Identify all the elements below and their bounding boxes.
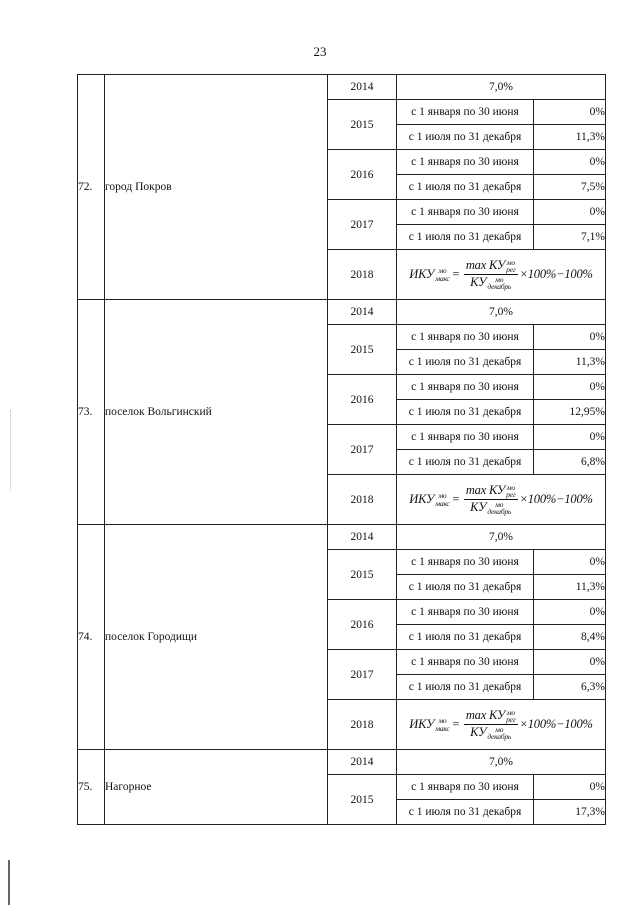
formula-numerator (464, 259, 518, 275)
formula-num-scripts (506, 259, 515, 273)
rate-full-year: 7,0% (397, 75, 606, 100)
rate-cell: 0% (534, 650, 606, 675)
period-cell: с 1 января по 30 июня (397, 550, 534, 575)
formula-num-scripts (506, 709, 515, 723)
formula-den-sup: мо (495, 275, 504, 284)
formula-fraction (464, 259, 518, 291)
period-cell: с 1 июля по 31 декабря (397, 675, 534, 700)
period-cell: с 1 января по 30 июня (397, 650, 534, 675)
formula-num-sup: мо (506, 257, 515, 267)
year-cell: 2014 (328, 75, 397, 100)
rate-cell: 0% (534, 200, 606, 225)
rate-cell: 0% (534, 150, 606, 175)
year-cell: 2017 (328, 650, 397, 700)
entry-number: 72. (78, 75, 105, 300)
formula-fraction (464, 709, 518, 741)
formula-num-text: max КУ (465, 482, 506, 497)
rate-cell: 12,95% (534, 400, 606, 425)
table-row (78, 750, 606, 775)
period-cell: с 1 июля по 31 декабря (397, 225, 534, 250)
formula-lhs-sub: макс (435, 723, 450, 733)
formula-numerator (464, 709, 518, 725)
year-cell: 2016 (328, 600, 397, 650)
rate-cell: 11,3% (534, 575, 606, 600)
year-cell: 2017 (328, 425, 397, 475)
formula-numerator (464, 484, 518, 500)
formula-num-sup: мо (506, 482, 515, 492)
formula-den-sub: декабрь (487, 282, 512, 292)
municipality-name: поселок Вольгинский (105, 300, 328, 525)
period-cell: с 1 июля по 31 декабря (397, 625, 534, 650)
year-cell: 2014 (328, 525, 397, 550)
rate-cell: 0% (534, 325, 606, 350)
year-cell: 2015 (328, 775, 397, 825)
formula-den-sub: декабрь (487, 732, 512, 742)
page-number: 23 (313, 44, 327, 59)
rate-cell: 11,3% (534, 125, 606, 150)
year-cell: 2014 (328, 300, 397, 325)
year-cell: 2018 (328, 475, 397, 525)
formula-cell (397, 250, 606, 300)
formula-den-scripts (487, 726, 511, 740)
year-cell: 2016 (328, 375, 397, 425)
table-row (78, 75, 606, 100)
rate-full-year: 7,0% (397, 300, 606, 325)
rate-full-year: 7,0% (397, 525, 606, 550)
formula-eq: = (451, 717, 460, 731)
formula-lhs-scripts (435, 492, 449, 506)
year-cell: 2018 (328, 250, 397, 300)
entry-number: 74. (78, 525, 105, 750)
formula (409, 709, 592, 741)
rate-cell: 0% (534, 425, 606, 450)
formula-den-text: КУ (470, 275, 487, 289)
period-cell: с 1 января по 30 июня (397, 200, 534, 225)
scan-artifact (10, 410, 12, 490)
formula-lhs-sub: макс (435, 273, 450, 283)
year-cell: 2017 (328, 200, 397, 250)
period-cell: с 1 января по 30 июня (397, 775, 534, 800)
period-cell: с 1 января по 30 июня (397, 325, 534, 350)
rate-cell: 0% (534, 775, 606, 800)
tariff-table (77, 74, 606, 825)
formula-tail: ×100%−100% (519, 717, 593, 731)
table-row (78, 525, 606, 550)
period-cell: с 1 июля по 31 декабря (397, 125, 534, 150)
formula (409, 484, 592, 516)
formula-cell (397, 700, 606, 750)
rate-cell: 17,3% (534, 800, 606, 825)
formula-lhs-scripts (435, 717, 449, 731)
formula-lhs: ИКУ (409, 492, 435, 506)
formula-den-text: КУ (470, 725, 487, 739)
formula-num-text: max КУ (465, 257, 506, 272)
formula-num-scripts (506, 484, 515, 498)
entry-number: 75. (78, 750, 105, 825)
rate-cell: 0% (534, 375, 606, 400)
rate-cell: 7,5% (534, 175, 606, 200)
period-cell: с 1 января по 30 июня (397, 150, 534, 175)
formula-den-sup: мо (495, 500, 504, 509)
rate-cell: 0% (534, 550, 606, 575)
entry-number: 73. (78, 300, 105, 525)
formula (409, 259, 592, 291)
year-cell: 2014 (328, 750, 397, 775)
period-cell: с 1 июля по 31 декабря (397, 400, 534, 425)
table-row (78, 300, 606, 325)
formula-cell (397, 475, 606, 525)
formula-eq: = (451, 492, 460, 506)
rate-cell: 0% (534, 100, 606, 125)
formula-denominator (470, 275, 511, 290)
year-cell: 2015 (328, 550, 397, 600)
formula-num-sup: мо (506, 707, 515, 717)
formula-den-scripts (487, 501, 511, 515)
period-cell: с 1 января по 30 июня (397, 100, 534, 125)
formula-tail: ×100%−100% (519, 492, 593, 506)
rate-cell: 11,3% (534, 350, 606, 375)
rate-full-year: 7,0% (397, 750, 606, 775)
rate-cell: 8,4% (534, 625, 606, 650)
period-cell: с 1 января по 30 июня (397, 600, 534, 625)
table-body (78, 75, 606, 825)
period-cell: с 1 июля по 31 декабря (397, 450, 534, 475)
formula-denominator (470, 725, 511, 740)
formula-num-text: max КУ (465, 707, 506, 722)
formula-den-sup: мо (495, 725, 504, 734)
formula-lhs: ИКУ (409, 267, 435, 281)
period-cell: с 1 июля по 31 декабря (397, 800, 534, 825)
formula-den-scripts (487, 276, 511, 290)
formula-lhs-sup: мо (438, 716, 447, 726)
formula-lhs-sub: макс (435, 498, 450, 508)
period-cell: с 1 июля по 31 декабря (397, 175, 534, 200)
formula-fraction (464, 484, 518, 516)
rate-cell: 7,1% (534, 225, 606, 250)
formula-den-text: КУ (470, 500, 487, 514)
rate-cell: 0% (534, 600, 606, 625)
scan-edge-mark (8, 860, 10, 905)
municipality-name: поселок Городищи (105, 525, 328, 750)
formula-den-sub: декабрь (487, 507, 512, 517)
formula-num-sub: рег (506, 489, 516, 499)
year-cell: 2016 (328, 150, 397, 200)
rate-cell: 6,8% (534, 450, 606, 475)
year-cell: 2018 (328, 700, 397, 750)
period-cell: с 1 января по 30 июня (397, 375, 534, 400)
period-cell: с 1 июля по 31 декабря (397, 350, 534, 375)
municipality-name: город Покров (105, 75, 328, 300)
year-cell: 2015 (328, 325, 397, 375)
formula-eq: = (451, 267, 460, 281)
formula-denominator (470, 500, 511, 515)
formula-lhs-sup: мо (438, 491, 447, 501)
formula-lhs-scripts (435, 267, 449, 281)
formula-tail: ×100%−100% (519, 267, 593, 281)
formula-lhs: ИКУ (409, 717, 435, 731)
rate-cell: 6,3% (534, 675, 606, 700)
municipality-name: Нагорное (105, 750, 328, 825)
period-cell: с 1 января по 30 июня (397, 425, 534, 450)
year-cell: 2015 (328, 100, 397, 150)
formula-num-sub: рег (506, 264, 516, 274)
period-cell: с 1 июля по 31 декабря (397, 575, 534, 600)
formula-lhs-sup: мо (438, 266, 447, 276)
formula-num-sub: рег (506, 714, 516, 724)
